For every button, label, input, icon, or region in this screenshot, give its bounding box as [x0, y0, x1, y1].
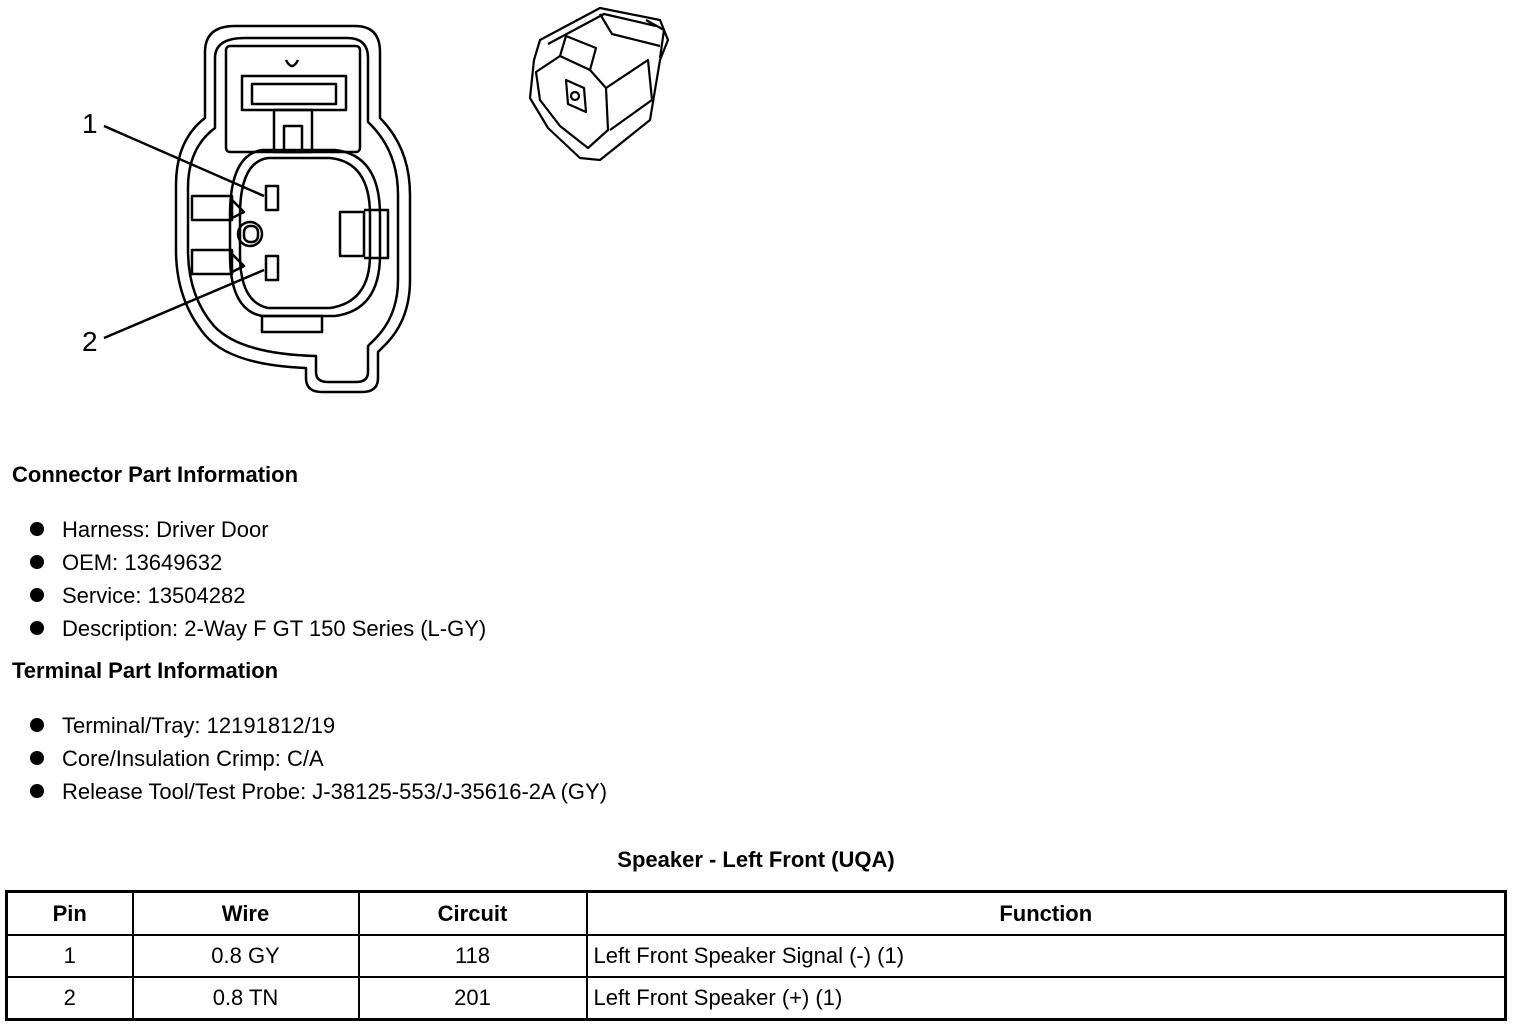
- connector-isometric-view: [530, 8, 668, 160]
- list-item: OEM: 13649632: [30, 546, 486, 579]
- bullet-icon: [30, 751, 44, 765]
- terminal-info-heading: Terminal Part Information: [12, 658, 279, 683]
- list-item: Terminal/Tray: 12191812/19: [30, 709, 607, 742]
- list-item: Description: 2-Way F GT 150 Series (L-GY): [30, 612, 486, 645]
- header-function: Function: [587, 892, 1506, 936]
- list-item: Harness: Driver Door: [30, 513, 486, 546]
- bullet-icon: [30, 621, 44, 635]
- header-circuit: Circuit: [359, 892, 587, 936]
- table-row: [7, 935, 1506, 977]
- callout-1: 1: [82, 108, 98, 139]
- callout-2: 2: [82, 326, 98, 357]
- cell-function: Left Front Speaker Signal (-) (1): [587, 935, 1506, 977]
- terminal-cavity: [230, 150, 380, 316]
- terminal-info-list: [30, 709, 607, 808]
- bullet-icon: [30, 588, 44, 602]
- cell-pin: 1: [7, 935, 133, 977]
- bullet-icon: [30, 522, 44, 536]
- terminal-2: [266, 256, 278, 280]
- list-item: Release Tool/Test Probe: J-38125-553/J-35616-2A (GY): [30, 775, 607, 808]
- bullet-icon: [30, 718, 44, 732]
- pin-table: [5, 890, 1507, 1021]
- cell-wire: 0.8 GY: [133, 935, 359, 977]
- cell-wire: 0.8 TN: [133, 977, 359, 1020]
- cell-function: Left Front Speaker (+) (1): [587, 977, 1506, 1020]
- header-pin: Pin: [7, 892, 133, 936]
- cell-circuit: 118: [359, 935, 587, 977]
- bullet-icon: [30, 784, 44, 798]
- connector-diagram: [0, 0, 1520, 430]
- list-item: Service: 13504282: [30, 579, 486, 612]
- connector-info-heading: Connector Part Information: [12, 462, 299, 487]
- header-wire: Wire: [133, 892, 359, 936]
- bullet-icon: [30, 555, 44, 569]
- cell-circuit: 201: [359, 977, 587, 1020]
- table-row: [7, 977, 1506, 1020]
- table-title: Speaker - Left Front (UQA): [617, 847, 895, 872]
- table-header-row: [7, 892, 1506, 936]
- connector-info-list: [30, 513, 486, 645]
- cell-pin: 2: [7, 977, 133, 1020]
- leader-line-1: [104, 126, 264, 196]
- list-item: Core/Insulation Crimp: C/A: [30, 742, 607, 775]
- leader-line-2: [104, 270, 264, 338]
- terminal-1: [266, 186, 278, 210]
